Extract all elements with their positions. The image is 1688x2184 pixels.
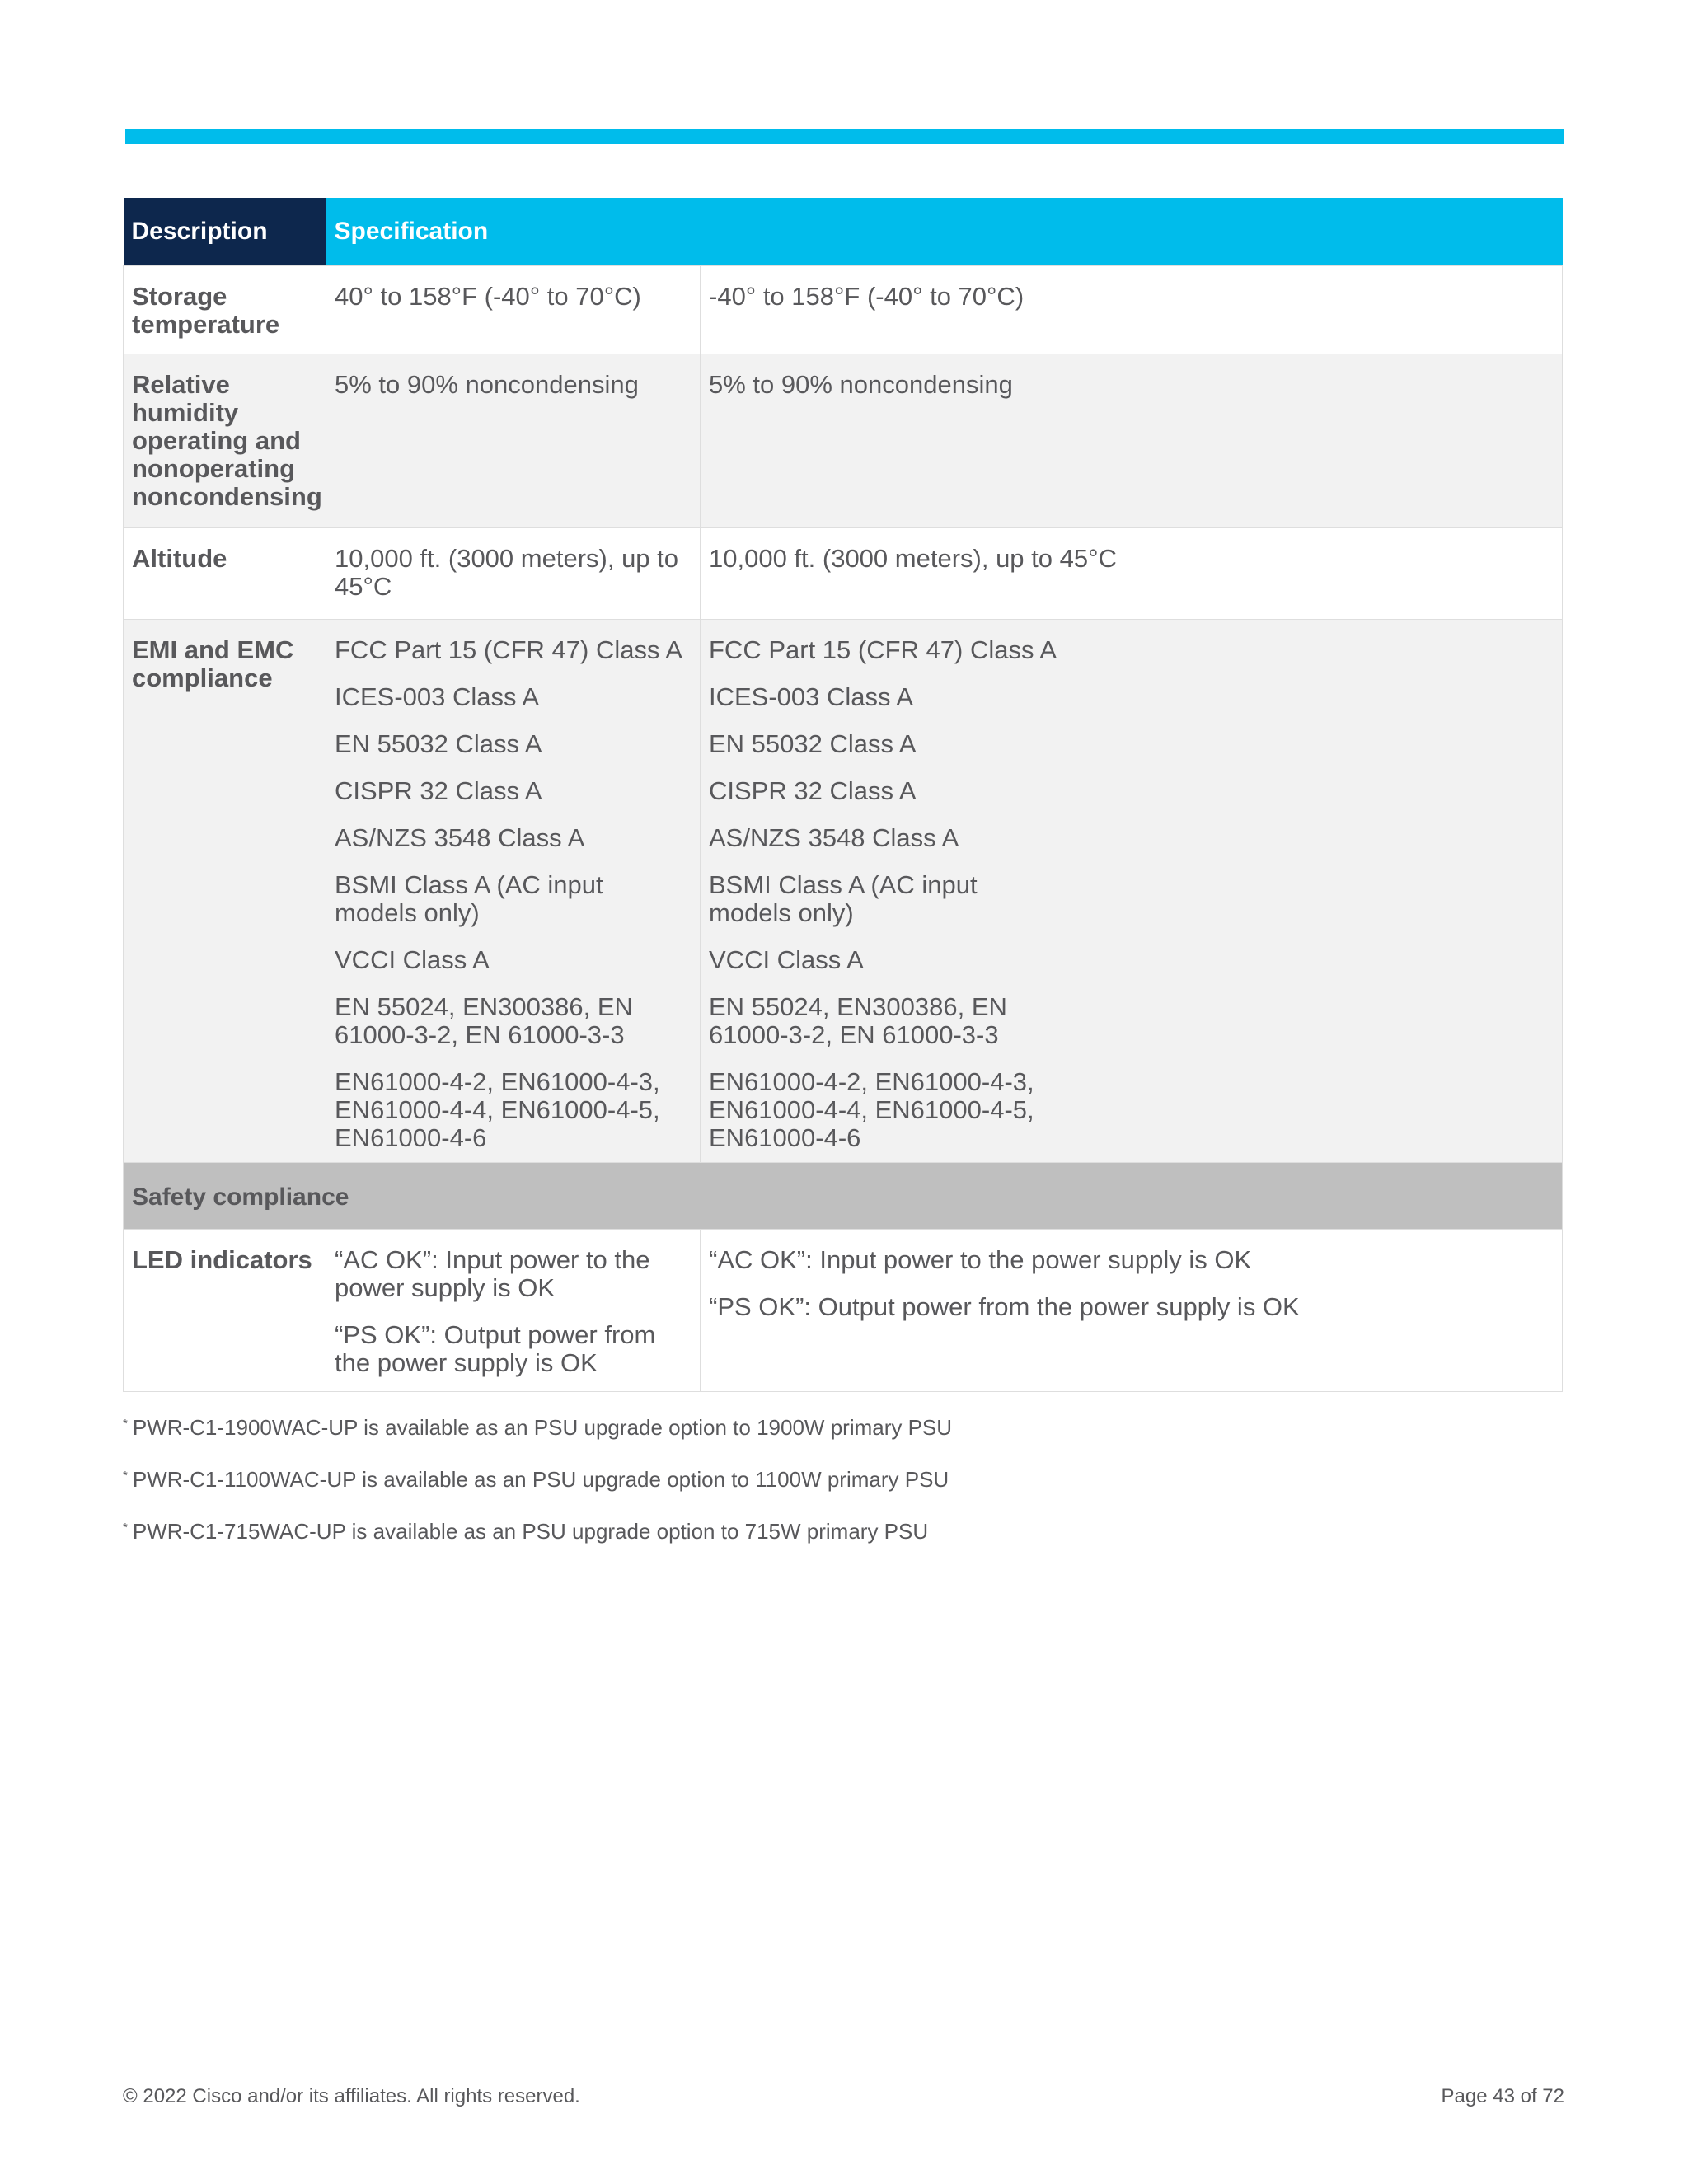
row-value-col2 — [701, 528, 1563, 620]
cell-line: FCC Part 15 (CFR 47) Class A — [709, 635, 1057, 664]
row-value-col1 — [326, 266, 701, 354]
table-row-altitude — [124, 528, 1563, 620]
spec-table — [123, 198, 1563, 1392]
cell-line: 10,000 ft. (3000 meters), up to 45°C — [335, 544, 679, 601]
cell-line: BSMI Class A (AC input models only) — [709, 870, 978, 927]
row-label: Relative humidity operating and nonoperating noncondensing — [124, 354, 326, 528]
table-section-row — [124, 1163, 1563, 1230]
footnote-text: PWR-C1-1100WAC-UP is available as an PSU upgrade option to 1100W primary PSU — [132, 1467, 950, 1492]
cell-line: CISPR 32 Class A — [335, 776, 542, 805]
footer-page-number: Page 43 of 72 — [1441, 2085, 1564, 2107]
cell-line: EN 55024, EN300386, EN 61000-3-2, EN 61000-3-3 — [335, 992, 633, 1049]
cell-line: ICES-003 Class A — [709, 682, 914, 711]
footnote — [123, 1414, 1565, 1441]
footnote — [123, 1518, 1565, 1544]
cell-line: EN61000-4-2, EN61000-4-3, EN61000-4-4, EN61000-4-5, EN61000-4-6 — [709, 1067, 1034, 1152]
header-specification: Specification — [326, 198, 1563, 266]
table-header-row — [124, 198, 1563, 266]
row-label: Altitude — [124, 528, 326, 620]
table-row-emi-emc-compliance — [124, 620, 1563, 1163]
row-label: EMI and EMC compliance — [124, 620, 326, 1163]
footnote-mark: * — [123, 1469, 128, 1483]
row-value-col1 — [326, 354, 701, 528]
cell-line: EN61000-4-2, EN61000-4-3, EN61000-4-4, EN61000-4-5, EN61000-4-6 — [335, 1067, 660, 1152]
cell-line: “PS OK”: Output power from the power supply is OK — [335, 1320, 656, 1377]
cell-line: EN 55024, EN300386, EN 61000-3-2, EN 61000-3-3 — [709, 992, 1007, 1049]
cell-line: AS/NZS 3548 Class A — [335, 823, 585, 852]
cell-line: FCC Part 15 (CFR 47) Class A — [335, 635, 683, 664]
table-row-relative-humidity — [124, 354, 1563, 528]
row-value-col2 — [701, 620, 1563, 1163]
row-label: LED indicators — [124, 1230, 326, 1392]
footnote-text: PWR-C1-1900WAC-UP is available as an PSU upgrade option to 1900W primary PSU — [132, 1415, 953, 1440]
cell-line: VCCI Class A — [709, 945, 864, 974]
row-value-col1 — [326, 528, 701, 620]
row-value-col2 — [701, 266, 1563, 354]
footer-copyright: © 2022 Cisco and/or its affiliates. All rights reserved. — [123, 2085, 580, 2107]
cell-line: CISPR 32 Class A — [709, 776, 917, 805]
footnote — [123, 1466, 1565, 1493]
cell-line: BSMI Class A (AC input models only) — [335, 870, 603, 927]
footnote-text: PWR-C1-715WAC-UP is available as an PSU upgrade option to 715W primary PSU — [132, 1519, 929, 1544]
table-row-led-indicators — [124, 1230, 1563, 1392]
cell-line: 5% to 90% noncondensing — [335, 370, 639, 399]
top-accent-bar — [125, 129, 1564, 144]
row-value-col2 — [701, 1230, 1563, 1392]
cell-line: ICES-003 Class A — [335, 682, 540, 711]
row-value-col1 — [326, 620, 701, 1163]
cell-line: 5% to 90% noncondensing — [709, 370, 1013, 399]
cell-line: VCCI Class A — [335, 945, 490, 974]
cell-line: 40° to 158°F (-40° to 70°C) — [335, 282, 641, 311]
cell-line: 10,000 ft. (3000 meters), up to 45°C — [709, 544, 1117, 573]
footnote-mark: * — [123, 1417, 128, 1431]
row-label: Storage temperature — [124, 266, 326, 354]
cell-line: “AC OK”: Input power to the power supply is OK — [709, 1245, 1252, 1274]
footnote-mark: * — [123, 1521, 128, 1535]
cell-line: EN 55032 Class A — [335, 729, 542, 758]
table-row-storage-temperature — [124, 266, 1563, 354]
header-description: Description — [124, 198, 326, 266]
footnotes — [123, 1414, 1565, 1570]
section-heading-safety-compliance: Safety compliance — [124, 1163, 1563, 1230]
cell-line: “PS OK”: Output power from the power supply is OK — [709, 1292, 1300, 1321]
cell-line: -40° to 158°F (-40° to 70°C) — [709, 282, 1025, 311]
row-value-col1 — [326, 1230, 701, 1392]
row-value-col2 — [701, 354, 1563, 528]
cell-line: “AC OK”: Input power to the power supply is OK — [335, 1245, 650, 1302]
cell-line: EN 55032 Class A — [709, 729, 917, 758]
cell-line: AS/NZS 3548 Class A — [709, 823, 959, 852]
